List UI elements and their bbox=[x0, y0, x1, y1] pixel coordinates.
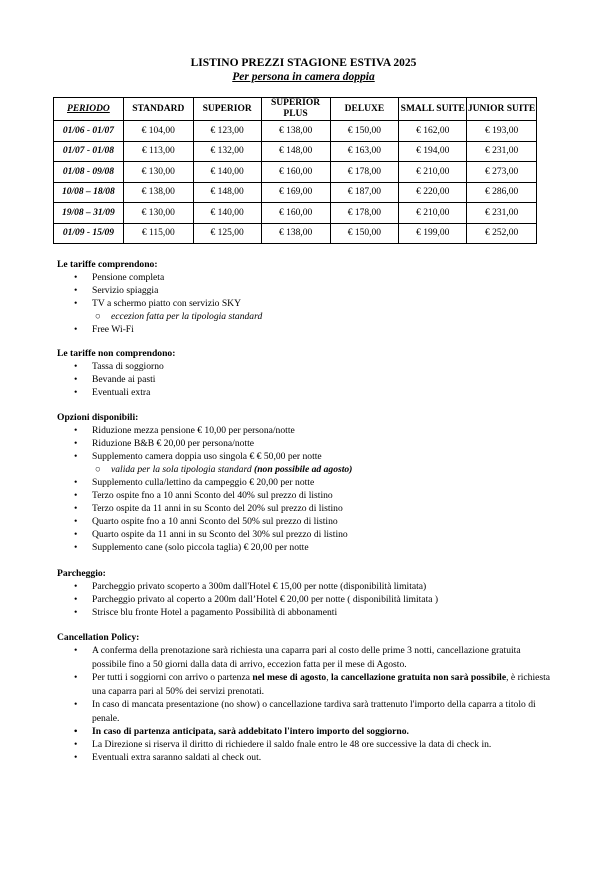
bullet-icon: • bbox=[74, 387, 78, 398]
cell-standard: € 138,00 bbox=[123, 182, 193, 203]
cell-standard: € 104,00 bbox=[123, 121, 193, 142]
list-item: • Parcheggio privato al coperto a 200m dall’Hotel € 20,00 per notte ( disponibilità limitata ) bbox=[74, 594, 439, 605]
list-item: • In caso di mancata presentazione (no show) o cancellazione tardiva sarà trattenuto l'importo della caparra a titolo di penale. bbox=[74, 699, 536, 724]
bullet-icon: • bbox=[74, 516, 78, 527]
price-table bbox=[53, 97, 537, 244]
table-row bbox=[54, 162, 537, 183]
cell-superior: € 148,00 bbox=[193, 182, 261, 203]
bullet-icon: • bbox=[74, 285, 78, 296]
cell-superior: € 140,00 bbox=[193, 203, 261, 224]
options-heading: Opzioni disponibili: bbox=[57, 412, 139, 423]
parking-section bbox=[57, 568, 557, 619]
cell-small-suite: € 162,00 bbox=[399, 121, 467, 142]
bullet-icon: • bbox=[74, 542, 78, 553]
cell-superior-plus: € 138,00 bbox=[261, 121, 330, 142]
excluded-section bbox=[57, 348, 557, 399]
list-item: • Supplemento culla/lettino da campeggio € 20,00 per notte bbox=[74, 477, 315, 488]
cell-superior-plus: € 148,00 bbox=[261, 141, 330, 162]
table-row bbox=[54, 121, 537, 142]
options-list bbox=[57, 424, 557, 554]
options-section bbox=[57, 412, 557, 554]
cell-superior-plus: € 160,00 bbox=[261, 203, 330, 224]
column-header-small-suite: SMALL SUITE bbox=[399, 98, 467, 121]
cell-junior-suite: € 252,00 bbox=[467, 223, 537, 244]
column-header-superior-plus: SUPERIOR PLUS bbox=[261, 98, 330, 121]
list-item: • TV a schermo piatto con servizio SKY bbox=[74, 298, 242, 309]
list-item: • Servizio spiaggia bbox=[74, 285, 159, 296]
cell-standard: € 113,00 bbox=[123, 141, 193, 162]
list-item: • La Direzione si riserva il diritto di richiedere il saldo fnale entro le 48 ore successive la data di check in. bbox=[74, 739, 492, 750]
bullet-icon: • bbox=[74, 699, 78, 710]
cell-deluxe: € 150,00 bbox=[330, 223, 399, 244]
list-item: • Terzo ospite da 11 anni in su Sconto del 20% sul prezzo di listino bbox=[74, 503, 343, 514]
bullet-icon: • bbox=[74, 607, 78, 618]
cell-junior-suite: € 231,00 bbox=[467, 141, 537, 162]
cell-small-suite: € 210,00 bbox=[399, 203, 467, 224]
list-item: • Quarto ospite fno a 10 anni Sconto del 50% sul prezzo di listino bbox=[74, 516, 338, 527]
cell-superior-plus: € 138,00 bbox=[261, 223, 330, 244]
cell-standard: € 130,00 bbox=[123, 203, 193, 224]
cell-superior: € 140,00 bbox=[193, 162, 261, 183]
cancellation-list bbox=[57, 644, 552, 764]
column-header-deluxe: DELUXE bbox=[330, 98, 399, 121]
cell-junior-suite: € 273,00 bbox=[467, 162, 537, 183]
cell-standard: € 130,00 bbox=[123, 162, 193, 183]
circle-bullet-icon: ○ bbox=[95, 464, 101, 475]
list-item: • Pensione completa bbox=[74, 272, 165, 283]
cell-deluxe: € 178,00 bbox=[330, 203, 399, 224]
bullet-icon: • bbox=[74, 739, 78, 750]
cell-period: 10/08 – 18/08 bbox=[54, 182, 124, 203]
table-row bbox=[54, 182, 537, 203]
cell-period: 01/06 - 01/07 bbox=[54, 121, 124, 142]
cell-deluxe: € 178,00 bbox=[330, 162, 399, 183]
price-table-header-row bbox=[54, 98, 537, 121]
cell-superior: € 132,00 bbox=[193, 141, 261, 162]
cell-period: 01/08 - 09/08 bbox=[54, 162, 124, 183]
parking-heading: Parcheggio: bbox=[57, 568, 106, 579]
list-item: • Supplemento camera doppia uso singola € € 50,00 per notte bbox=[74, 451, 322, 462]
document-subtitle: Per persona in camera doppia bbox=[232, 71, 375, 83]
list-item: • Free Wi-Fi bbox=[74, 324, 134, 335]
cell-small-suite: € 210,00 bbox=[399, 162, 467, 183]
cell-superior: € 125,00 bbox=[193, 223, 261, 244]
circle-bullet-icon: ○ bbox=[95, 311, 101, 322]
bullet-icon: • bbox=[74, 451, 78, 462]
bullet-icon: • bbox=[74, 594, 78, 605]
list-item: • Eventuali extra saranno saldati al check out. bbox=[74, 752, 262, 763]
list-item: • Supplemento cane (solo piccola taglia) € 20,00 per notte bbox=[74, 542, 309, 553]
cell-deluxe: € 163,00 bbox=[330, 141, 399, 162]
list-item: • Parcheggio privato scoperto a 300m dall'Hotel € 15,00 per notte (disponibilità limitata) bbox=[74, 581, 427, 592]
list-item: • A conferma della prenotazione sarà richiesta una caparra pari al costo delle prime 3 notti, cancellazione gratuita possibile fino a 50 giorni dalla data di arrivo, eccezion fatta per il mese di Agosto. bbox=[74, 645, 521, 670]
bullet-icon: • bbox=[74, 581, 78, 592]
cell-period: 01/09 - 15/09 bbox=[54, 223, 124, 244]
list-item: • Tassa di soggiorno bbox=[74, 361, 164, 372]
column-header-junior-suite: JUNIOR SUITE bbox=[467, 98, 537, 121]
excluded-heading: Le tariffe non comprendono: bbox=[57, 348, 176, 359]
included-heading: Le tariffe comprendono: bbox=[57, 259, 158, 270]
cell-standard: € 115,00 bbox=[123, 223, 193, 244]
bullet-icon: • bbox=[74, 374, 78, 385]
included-list bbox=[57, 271, 557, 336]
cancellation-heading: Cancellation Policy: bbox=[57, 632, 140, 643]
list-item: • In caso di partenza anticipata, sarà addebitato l'intero importo del soggiorno. bbox=[74, 726, 409, 737]
column-header-period: PERIODO bbox=[54, 98, 124, 121]
cancellation-section bbox=[57, 632, 552, 764]
cell-period: 01/07 - 01/08 bbox=[54, 141, 124, 162]
bullet-icon: • bbox=[74, 529, 78, 540]
cell-junior-suite: € 231,00 bbox=[467, 203, 537, 224]
cell-small-suite: € 220,00 bbox=[399, 182, 467, 203]
cell-junior-suite: € 193,00 bbox=[467, 121, 537, 142]
bullet-icon: • bbox=[74, 503, 78, 514]
bullet-icon: • bbox=[74, 645, 78, 656]
bullet-icon: • bbox=[74, 272, 78, 283]
list-item: • Bevande ai pasti bbox=[74, 374, 156, 385]
bullet-icon: • bbox=[74, 425, 78, 436]
cell-small-suite: € 194,00 bbox=[399, 141, 467, 162]
table-row bbox=[54, 223, 537, 244]
list-item: • Riduzione B&B € 20,00 per persona/notte bbox=[74, 438, 255, 449]
bullet-icon: • bbox=[74, 490, 78, 501]
parking-list bbox=[57, 580, 557, 619]
column-header-superior: SUPERIOR bbox=[193, 98, 261, 121]
cell-junior-suite: € 286,00 bbox=[467, 182, 537, 203]
list-item: • Strisce blu fronte Hotel a pagamento Possibilità di abbonamenti bbox=[74, 607, 338, 618]
list-sub-item: ○ eccezion fatta per la tipologia standard bbox=[95, 311, 263, 322]
table-row bbox=[54, 203, 537, 224]
cell-superior-plus: € 169,00 bbox=[261, 182, 330, 203]
cell-period: 19/08 – 31/09 bbox=[54, 203, 124, 224]
cell-superior: € 123,00 bbox=[193, 121, 261, 142]
included-section bbox=[57, 259, 557, 336]
list-item: • Per tutti i soggiorni con arrivo o partenza nel mese di agosto, la cancellazione gratuita non sarà possibile, è richiesta una caparra pari al 50% dei servizi prenotati. bbox=[74, 672, 551, 697]
list-item: • Eventuali extra bbox=[74, 387, 151, 398]
bullet-icon: • bbox=[74, 438, 78, 449]
cell-deluxe: € 187,00 bbox=[330, 182, 399, 203]
cell-superior-plus: € 160,00 bbox=[261, 162, 330, 183]
bullet-icon: • bbox=[74, 324, 78, 335]
bullet-icon: • bbox=[74, 726, 78, 737]
bullet-icon: • bbox=[74, 298, 78, 309]
column-header-standard: STANDARD bbox=[123, 98, 193, 121]
cell-deluxe: € 150,00 bbox=[330, 121, 399, 142]
list-item: • Quarto ospite da 11 anni in su Sconto del 30% sul prezzo di listino bbox=[74, 529, 348, 540]
document-title: LISTINO PREZZI STAGIONE ESTIVA 2025 bbox=[190, 57, 417, 69]
list-item: • Terzo ospite fno a 10 anni Sconto del 40% sul prezzo di listino bbox=[74, 490, 333, 501]
bullet-icon: • bbox=[74, 752, 78, 763]
bullet-icon: • bbox=[74, 477, 78, 488]
table-row bbox=[54, 141, 537, 162]
excluded-list bbox=[57, 360, 557, 399]
list-sub-item: ○ valida per la sola tipologia standard (non possibile ad agosto) bbox=[95, 464, 353, 475]
list-item: • Riduzione mezza pensione € 10,00 per persona/notte bbox=[74, 425, 295, 436]
cell-small-suite: € 199,00 bbox=[399, 223, 467, 244]
bullet-icon: • bbox=[74, 361, 78, 372]
bullet-icon: • bbox=[74, 672, 78, 683]
